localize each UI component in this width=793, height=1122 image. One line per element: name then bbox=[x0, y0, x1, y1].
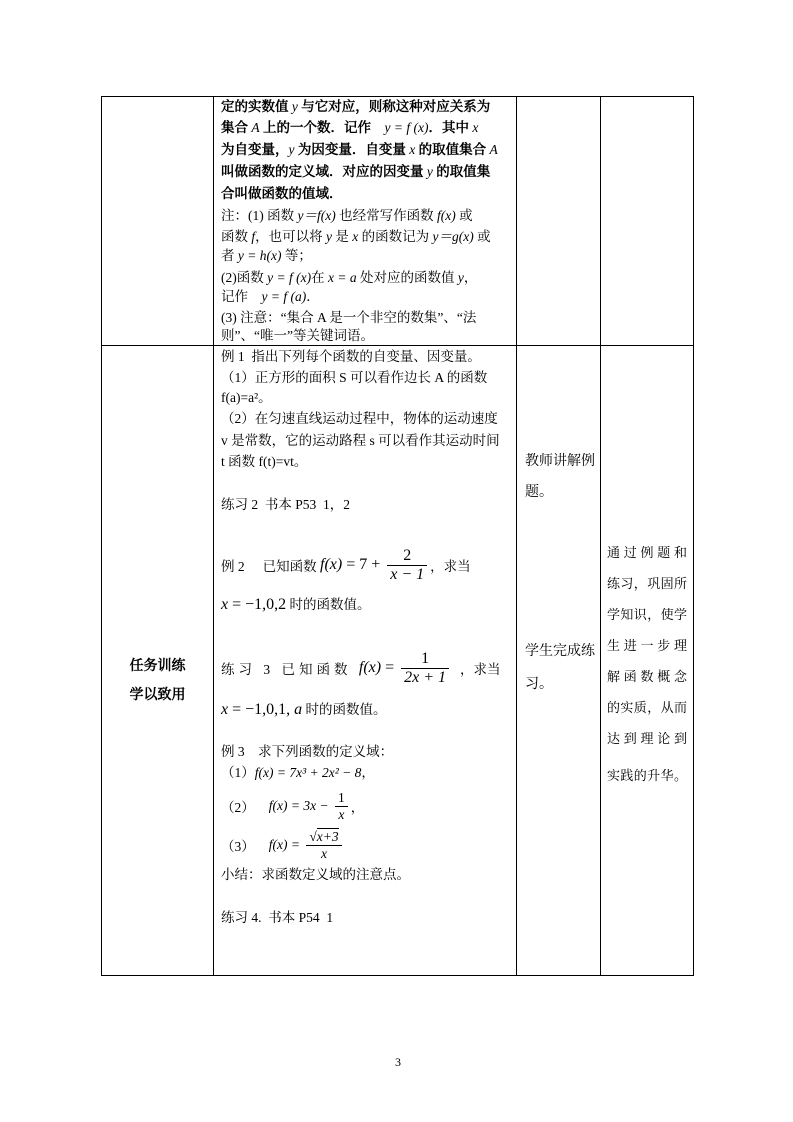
text-segment: ， bbox=[361, 765, 375, 780]
math-expression: f(x) = 3x − bbox=[268, 798, 332, 813]
math-expression: x bbox=[221, 701, 229, 718]
math-expression: f(x) bbox=[320, 556, 343, 573]
example-3-item bbox=[221, 763, 375, 783]
example-1-line: （2）在匀速直线运动过程中，物体的运动速度 bbox=[221, 411, 498, 426]
note-line bbox=[221, 206, 473, 226]
math-expression: y = h(x) bbox=[237, 248, 282, 263]
math-expression: f bbox=[251, 229, 256, 244]
math-expression: f(x) = bbox=[268, 837, 304, 852]
example-2-line bbox=[221, 543, 471, 587]
math-expression: x bbox=[352, 229, 359, 244]
cell-body bbox=[102, 97, 213, 345]
fraction-denominator: x − 1 bbox=[390, 565, 425, 583]
stage-title-line: 任务训练 bbox=[129, 659, 186, 674]
cell-body bbox=[601, 97, 693, 345]
item-index: （2） bbox=[221, 800, 255, 815]
design-intent-line: 达到理论到 bbox=[607, 731, 687, 746]
design-intent-line: 的实质，从而 bbox=[607, 700, 687, 715]
design-intent-line: 实践的升华。 bbox=[607, 768, 687, 783]
item-index: （3） bbox=[221, 839, 255, 854]
math-expression: y = f (a) bbox=[261, 289, 307, 304]
fraction-numerator: 2 bbox=[387, 547, 427, 566]
cell-body bbox=[102, 346, 213, 975]
design-intent-cell bbox=[601, 346, 694, 976]
math-expression: y bbox=[291, 99, 298, 114]
teacher-activity-line: 题。 bbox=[525, 485, 553, 500]
text-segment: 也经常写作函数 bbox=[335, 208, 437, 223]
text-segment: 的函数记为 bbox=[358, 229, 433, 244]
definition-line bbox=[221, 162, 490, 182]
math-expression: x bbox=[472, 120, 479, 135]
note-line bbox=[221, 268, 477, 288]
text-segment: 叫做函数的定义域．对应的因变量 bbox=[221, 164, 427, 179]
cell-body bbox=[214, 346, 516, 975]
content-cell bbox=[214, 346, 517, 976]
practice-4-line: 练习 4. 书本 P54 1 bbox=[221, 910, 334, 925]
design-intent-line: 学知识，使学 bbox=[607, 607, 687, 622]
text-segment: (3) 注意：“集合 A 是一个非空的数集”、“法 bbox=[221, 310, 477, 325]
math-expression: y bbox=[288, 142, 295, 157]
text-segment: 的取值集 bbox=[432, 164, 491, 179]
stage-cell bbox=[102, 97, 214, 346]
design-intent-cell bbox=[601, 97, 694, 346]
math-expression: A bbox=[489, 142, 498, 157]
math-operator: = bbox=[381, 659, 399, 676]
example-3-item bbox=[221, 825, 345, 865]
math-expression: a bbox=[294, 701, 303, 718]
note-line bbox=[221, 246, 312, 266]
cell-body bbox=[214, 97, 516, 345]
note-line bbox=[221, 287, 320, 307]
text-segment: 的取值集合 bbox=[415, 142, 490, 157]
fraction-denominator: 2x + 1 bbox=[404, 668, 447, 686]
text-segment: 已知函数 bbox=[262, 559, 320, 574]
note-line bbox=[221, 227, 491, 247]
math-expression: y bbox=[326, 229, 333, 244]
text-segment: 定的实数值 bbox=[221, 99, 292, 114]
fraction-numerator bbox=[306, 829, 341, 846]
practice-3-values-line bbox=[221, 700, 387, 720]
math-expression: y bbox=[457, 270, 464, 285]
fraction-numerator: 1 bbox=[401, 650, 449, 669]
text-segment: ．其中 bbox=[428, 120, 473, 135]
stage-title-line: 学以致用 bbox=[129, 688, 186, 703]
math-expression: f(x) = 7x³ + 2x² − 8 bbox=[254, 765, 362, 780]
teacher-activity-line: 教师讲解例 bbox=[525, 454, 595, 469]
text-segment: 注：(1) 函数 bbox=[221, 208, 298, 223]
cell-body bbox=[601, 346, 693, 975]
summary-line: 小结：求函数定义域的注意点。 bbox=[221, 867, 410, 882]
text-segment: 或 bbox=[455, 208, 473, 223]
example-3-title: 例 3 求下列函数的定义域： bbox=[221, 744, 394, 759]
text-segment: (2)函数 bbox=[221, 270, 268, 285]
example-1-title: 例 1 指出下列每个函数的自变量、因变量。 bbox=[221, 349, 481, 364]
example-3-item bbox=[221, 788, 364, 824]
page-number: 3 bbox=[395, 1055, 401, 1069]
text-segment: 上的一个数．记作 bbox=[259, 120, 385, 135]
text-segment: 合叫做函数的值域． bbox=[221, 186, 343, 201]
design-intent-line: 通过例题和 bbox=[607, 545, 687, 560]
stage-cell bbox=[102, 346, 214, 976]
text-segment: ， bbox=[463, 270, 478, 285]
note-line bbox=[221, 308, 476, 328]
text-segment: 为因变量．自变量 bbox=[294, 142, 410, 157]
text-segment: 为自变量， bbox=[221, 142, 289, 157]
design-intent-line: 生进一步理 bbox=[607, 638, 687, 653]
math-expression: y＝f(x) bbox=[297, 208, 336, 223]
definition-line bbox=[221, 184, 343, 204]
math-expression: y bbox=[426, 164, 433, 179]
text-segment: 与它对应，则称这种对应关系为 bbox=[297, 99, 491, 114]
fraction-denominator: x bbox=[338, 806, 345, 822]
note-line bbox=[221, 326, 374, 345]
fraction-numerator: 1 bbox=[335, 790, 348, 807]
fraction bbox=[306, 829, 341, 862]
text-segment: 者 bbox=[221, 248, 238, 263]
example-2-values-line bbox=[221, 595, 371, 615]
math-expression: y = f (x) bbox=[384, 120, 429, 135]
math-operator: = 7 + bbox=[342, 556, 385, 573]
practice-3-prefix: 练习 3 已知函数 bbox=[221, 662, 359, 677]
text-segment: ． bbox=[306, 289, 320, 304]
example-2-label: 例 2 bbox=[221, 559, 245, 574]
teacher-activity-cell bbox=[517, 346, 601, 976]
design-intent-line: 解函数概念 bbox=[607, 669, 687, 684]
text-segment: ， bbox=[350, 800, 365, 815]
text-segment: 是 bbox=[332, 229, 353, 244]
math-expression: y = f (x) bbox=[267, 270, 312, 285]
text-segment: 时的函数值。 bbox=[302, 702, 387, 717]
text-segment: 在 bbox=[311, 270, 328, 285]
text-segment: 处对应的函数值 bbox=[356, 270, 458, 285]
math-values: = −1,0,1, bbox=[228, 701, 295, 718]
fraction bbox=[401, 650, 449, 687]
lesson-plan-table bbox=[101, 96, 694, 976]
table-row-practice bbox=[102, 346, 694, 976]
math-expression: A bbox=[251, 120, 260, 135]
student-activity-line: 习。 bbox=[525, 677, 553, 692]
text-segment: 则”、“唯一”等关键词语。 bbox=[221, 328, 374, 343]
definition-line bbox=[221, 140, 498, 160]
table-row-definition bbox=[102, 97, 694, 346]
text-segment: ，求当 bbox=[460, 662, 501, 677]
text-segment: 或 bbox=[473, 229, 491, 244]
example-1-line: t 函数 f(t)=vt。 bbox=[221, 454, 308, 469]
text-segment: 函数 bbox=[221, 229, 252, 244]
content-cell bbox=[214, 97, 517, 346]
item-index: （1） bbox=[221, 765, 255, 780]
practice-2-line: 练习 2 书本 P53 1，2 bbox=[221, 497, 351, 512]
text-segment: ，求当 bbox=[430, 559, 471, 574]
design-intent-line: 练习，巩固所 bbox=[607, 576, 687, 591]
text-segment: 时的函数值。 bbox=[286, 597, 371, 612]
text-segment: ，也可以将 bbox=[255, 229, 327, 244]
math-expression: y＝g(x) bbox=[432, 229, 474, 244]
fraction bbox=[335, 790, 348, 823]
example-1-line: （1）正方形的面积 S 可以看作边长 A 的函数 bbox=[221, 370, 488, 385]
math-values: = −1,0,2 bbox=[228, 596, 287, 613]
text-segment: 等； bbox=[281, 248, 312, 263]
math-expression: x = a bbox=[327, 270, 357, 285]
example-1-line: v 是常数，它的运动路程 s 可以看作其运动时间 bbox=[221, 433, 500, 448]
cell-body bbox=[517, 346, 600, 975]
student-activity-line: 学生完成练 bbox=[525, 644, 595, 659]
definition-line bbox=[221, 118, 478, 138]
text-segment: 集合 bbox=[221, 120, 252, 135]
fraction bbox=[387, 547, 427, 584]
fraction-denominator: x bbox=[320, 845, 327, 861]
math-expression: f(x) bbox=[358, 659, 382, 676]
text-segment: 记作 bbox=[221, 289, 262, 304]
math-expression: x bbox=[221, 596, 229, 613]
math-expression: f(x) bbox=[436, 208, 456, 223]
teacher-activity-cell bbox=[517, 97, 601, 346]
math-expression: x bbox=[409, 142, 416, 157]
cell-body bbox=[517, 97, 600, 345]
radical-sign: √ bbox=[309, 828, 317, 844]
practice-3-line bbox=[221, 646, 501, 690]
radicand: x+3 bbox=[316, 828, 339, 844]
definition-line bbox=[221, 97, 490, 117]
example-1-line: f(a)=a²。 bbox=[221, 390, 272, 405]
